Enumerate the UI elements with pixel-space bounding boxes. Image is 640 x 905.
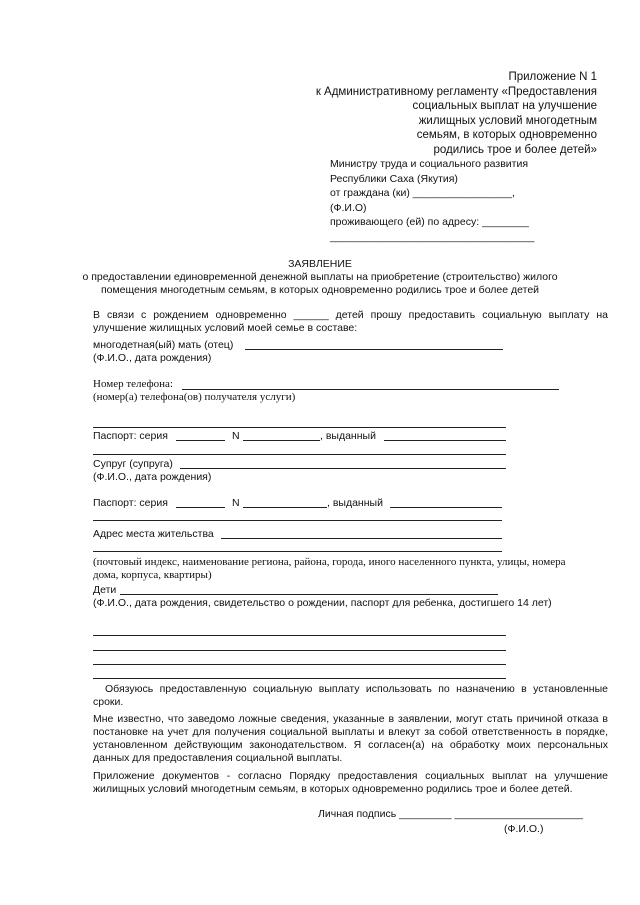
blank-line[interactable] xyxy=(93,454,506,455)
appendix-line: жилищных условий многодетным xyxy=(418,114,597,127)
addressee-from-field[interactable]: от граждана (ки) _________________, xyxy=(330,187,515,199)
address-input-line-2[interactable] xyxy=(93,551,502,552)
obligation-paragraph: Обязуюсь предоставленную социальную выплату использовать по назначению в установленные сроки. xyxy=(93,683,608,708)
children-extra-line[interactable] xyxy=(93,678,506,679)
children-label: Дети xyxy=(93,584,117,596)
appendix-line: социальных выплат на улучшение xyxy=(412,100,597,112)
passport1-series-line[interactable] xyxy=(176,440,225,441)
blank-line[interactable] xyxy=(93,520,502,521)
document-subtitle-line1: о предоставлении единовременной денежной выплаты на приобретение (строительство) жилого xyxy=(82,271,558,283)
addressee-republic: Республики Саха (Якутия) xyxy=(330,172,458,185)
passport2-n-label: N xyxy=(232,497,240,509)
phone-label: Номер телефона: xyxy=(93,378,173,390)
address-hint-line2: дома, корпуса, квартиры) xyxy=(93,569,212,581)
appendix-line: семьям, в которых одновременно xyxy=(416,129,597,141)
addressee-ministry: Министру труда и социального развития xyxy=(330,158,529,170)
passport1-issued-line[interactable] xyxy=(384,440,506,441)
mother-input-line[interactable] xyxy=(245,349,503,350)
children-extra-line[interactable] xyxy=(93,650,506,651)
mother-label: многодетная(ый) мать (отец) xyxy=(93,339,234,351)
appendix-line: Приложение N 1 xyxy=(508,71,597,83)
addressee-fio-hint: (Ф.И.О) xyxy=(330,201,367,214)
spouse-hint: (Ф.И.О., дата рождения) xyxy=(93,471,212,483)
blank-line[interactable] xyxy=(93,427,506,428)
signature-fio-hint: (Ф.И.О.) xyxy=(504,823,544,835)
addressee-address-line[interactable]: ___________________________________ xyxy=(330,230,535,243)
passport1-n-label: N xyxy=(232,430,240,442)
intro-paragraph: В связи с рождением одновременно ______ детей прошу предоставить социальную выплату на улучшение жилищных условий моей семье в составе: xyxy=(93,309,608,334)
attachment-paragraph: Приложение документов - согласно Порядку предоставления социальных выплат на улучшение жилищных условий многодетным семьям, в которых одновременно родились трое и более детей. xyxy=(93,770,608,795)
address-label: Адрес места жительства xyxy=(93,528,214,540)
phone-input-line[interactable] xyxy=(182,389,559,390)
children-extra-line[interactable] xyxy=(93,664,506,665)
passport2-issued-label: , выданный xyxy=(327,497,383,509)
appendix-line: к Административному регламенту «Предоставления xyxy=(315,85,597,98)
passport2-number-line[interactable] xyxy=(243,507,327,508)
awareness-paragraph: Мне известно, что заведомо ложные сведения, указанные в заявлении, могут стать причиной отказа в постановке на учет для получения социальной выплаты и влекут за собой ответственность в порядке, установленном действующим законодательством. Я согласен(а) на обработку моих персональных данных для предоставления социальной выплаты. xyxy=(93,713,608,764)
passport1-number-line[interactable] xyxy=(243,440,320,441)
appendix-header xyxy=(277,70,597,157)
addressee-block xyxy=(330,157,580,244)
addressee-residing-field[interactable]: проживающего (ей) по адресу: ________ xyxy=(330,216,529,228)
passport2-issued-line[interactable] xyxy=(390,507,502,508)
appendix-line: родились трое и более детей» xyxy=(433,143,597,156)
address-hint-line1: (почтовый индекс, наименование региона, района, города, иного населенного пункта, улицы, номера xyxy=(93,556,566,568)
children-hint: (Ф.И.О., дата рождения, свидетельство о рождении, паспорт для ребенка, достигшего 14 лет) xyxy=(93,597,552,609)
address-input-line[interactable] xyxy=(221,538,502,539)
document-title: ЗАЯВЛЕНИЕ xyxy=(288,258,352,270)
passport2-series-line[interactable] xyxy=(176,507,225,508)
document-subtitle-line2: помещения многодетным семьям, в которых одновременно родились трое и более детей xyxy=(100,284,540,296)
passport1-label: Паспорт: серия xyxy=(93,430,168,442)
children-input-line[interactable] xyxy=(120,594,498,595)
passport1-issued-label: , выданный xyxy=(320,430,376,442)
children-extra-line[interactable] xyxy=(93,635,506,636)
spouse-label: Супруг (супруга) xyxy=(93,458,173,470)
phone-hint: (номер(а) телефона(ов) получателя услуги) xyxy=(93,391,296,403)
mother-hint: (Ф.И.О., дата рождения) xyxy=(93,352,212,364)
passport2-label: Паспорт: серия xyxy=(93,497,168,509)
signature-field[interactable]: Личная подпись _________ ______________________ xyxy=(318,808,584,820)
spouse-input-line[interactable] xyxy=(180,468,506,469)
